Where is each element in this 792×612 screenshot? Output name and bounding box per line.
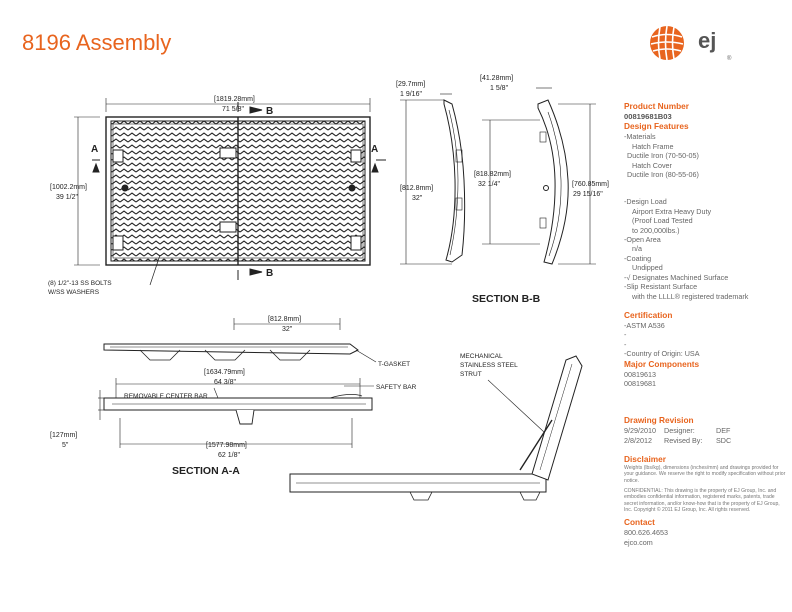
certification-heading: Certification (624, 309, 673, 320)
section-a-right: A (371, 144, 379, 155)
logo-wordmark: ej (698, 28, 717, 53)
center-bar-label: REMOVABLE CENTER BAR (124, 393, 208, 400)
component-1: 00819613 (624, 369, 656, 379)
top-view (74, 98, 386, 285)
open-area-label: -Open Area (624, 235, 661, 245)
coating-value: Undipped (632, 263, 663, 273)
t-gasket-label: T-GASKET (378, 361, 411, 368)
section-b-bottom: B (266, 268, 274, 279)
contact-heading: Contact (624, 517, 655, 528)
section-a-left: A (91, 144, 99, 155)
component-2: 00819681 (624, 378, 656, 388)
bb-dim4-in: 32" (412, 195, 423, 202)
rev-label-2: Revised By: (664, 435, 703, 445)
disclaimer-text-2: CONFIDENTIAL: This drawing is the property of EJ Group, Inc. and embodies confidential information, registered marks, patents, trade secret information, and/or know-how that is the property of EJ Group, Inc. Copyright © 2011 EJ Group, Inc. All rights reserved. (624, 488, 780, 513)
aa-dim4-mm: [1577.98mm] (206, 442, 247, 449)
machined-note: -√ Designates Machined Surface (624, 272, 729, 282)
aa-dim1-mm: [812.8mm] (268, 316, 302, 323)
load-value: Airport Extra Heavy Duty (632, 206, 712, 216)
strut-label-3: STRUT (460, 371, 482, 378)
aa-dim4-in: 62 1/8" (218, 452, 240, 459)
top-height-in: 39 1/2" (56, 194, 78, 201)
bb-dim5-in: 29 15/16" (573, 191, 603, 198)
hatch-cover-label: Hatch Cover (632, 160, 672, 170)
revision-row-1 (624, 426, 789, 435)
rev-date-1: 9/29/2010 (624, 426, 656, 436)
bolt-note-2: W/SS WASHERS (48, 289, 100, 296)
disclaimer-text-1: Weights (lbs/kg), dimensions (inches/mm) and drawings provided for your guidance. We reserve the right to modify specification without prior notice. (624, 465, 786, 484)
contact-phone: 800.626.4653 (624, 528, 668, 538)
load-test-2: to 200,000lbs.) (632, 225, 680, 235)
strut-label-2: STAINLESS STEEL (460, 362, 518, 369)
slip-value: with the LLLL® registered trademark (632, 291, 749, 301)
aa-dim3-in: 5" (62, 442, 69, 449)
top-width-in: 71 5/8" (222, 106, 244, 113)
revision-row-2 (624, 436, 789, 445)
rev-label-1: Designer: (664, 426, 695, 436)
bb-dim4-mm: [812.8mm] (400, 185, 434, 192)
bb-dim5-mm: [760.85mm] (572, 181, 609, 188)
rev-value-1: DEF (716, 426, 731, 436)
cert-3: - (624, 339, 627, 349)
cover-material: Ductile Iron (80-55-06) (627, 170, 699, 180)
design-features-heading: Design Features (624, 121, 689, 132)
open-view (290, 356, 582, 500)
coating-label: -Coating (624, 253, 652, 263)
aa-dim2-in: 64 3/8" (214, 379, 236, 386)
bb-dim2-in: 1 5/8" (490, 85, 509, 92)
materials-label: -Materials (624, 132, 656, 142)
top-width-mm: [1819.28mm] (214, 96, 255, 103)
bb-dim3-in: 32 1/4" (478, 181, 500, 188)
open-area-value: n/a (632, 244, 642, 254)
product-number-heading: Product Number (624, 101, 689, 111)
hatch-frame-label: Hatch Frame (632, 141, 674, 151)
logo-registered-mark: ® (727, 56, 732, 62)
slip-label: -Slip Resistant Surface (624, 282, 698, 292)
section-b-top: B (266, 106, 274, 117)
product-number: 00819681B03 (624, 112, 672, 121)
section-bb-label: SECTION B-B (472, 293, 541, 305)
page-title: 8196 Assembly (22, 30, 172, 55)
cert-1: -ASTM A536 (624, 320, 665, 330)
bb-dim3-mm: [818.82mm] (474, 171, 511, 178)
aa-dim1-in: 32" (282, 326, 293, 333)
revision-heading: Drawing Revision (624, 415, 694, 426)
top-height-mm: [1002.2mm] (50, 184, 87, 191)
disclaimer-heading: Disclaimer (624, 454, 666, 465)
aa-dim3-mm: [127mm] (50, 432, 78, 439)
section-aa-view (98, 318, 376, 448)
safety-bar-label: SAFETY BAR (376, 384, 417, 391)
components-heading: Major Components (624, 358, 700, 369)
rev-value-2: SDC (716, 435, 732, 445)
bb-dim1-in: 1 9/16" (400, 91, 422, 98)
cert-2: - (624, 330, 627, 340)
bb-dim2-mm: [41.28mm] (480, 75, 514, 82)
rev-date-2: 2/8/2012 (624, 435, 652, 445)
design-load-label: -Design Load (624, 197, 667, 207)
section-aa-label: SECTION A-A (172, 465, 240, 477)
contact-web: ejco.com (624, 537, 653, 547)
strut-label-1: MECHANICAL (460, 353, 503, 360)
bolt-note-1: (8) 1/2"-13 SS BOLTS (48, 280, 112, 287)
aa-dim2-mm: [1634.79mm] (204, 369, 245, 376)
spec-sidebar (624, 101, 789, 547)
bb-dim1-mm: [29.7mm] (396, 81, 426, 88)
frame-material: Ductile Iron (70-50-05) (627, 151, 699, 161)
load-test: (Proof Load Tested (632, 216, 693, 226)
cert-4: -Country of Origin: USA (624, 349, 700, 359)
